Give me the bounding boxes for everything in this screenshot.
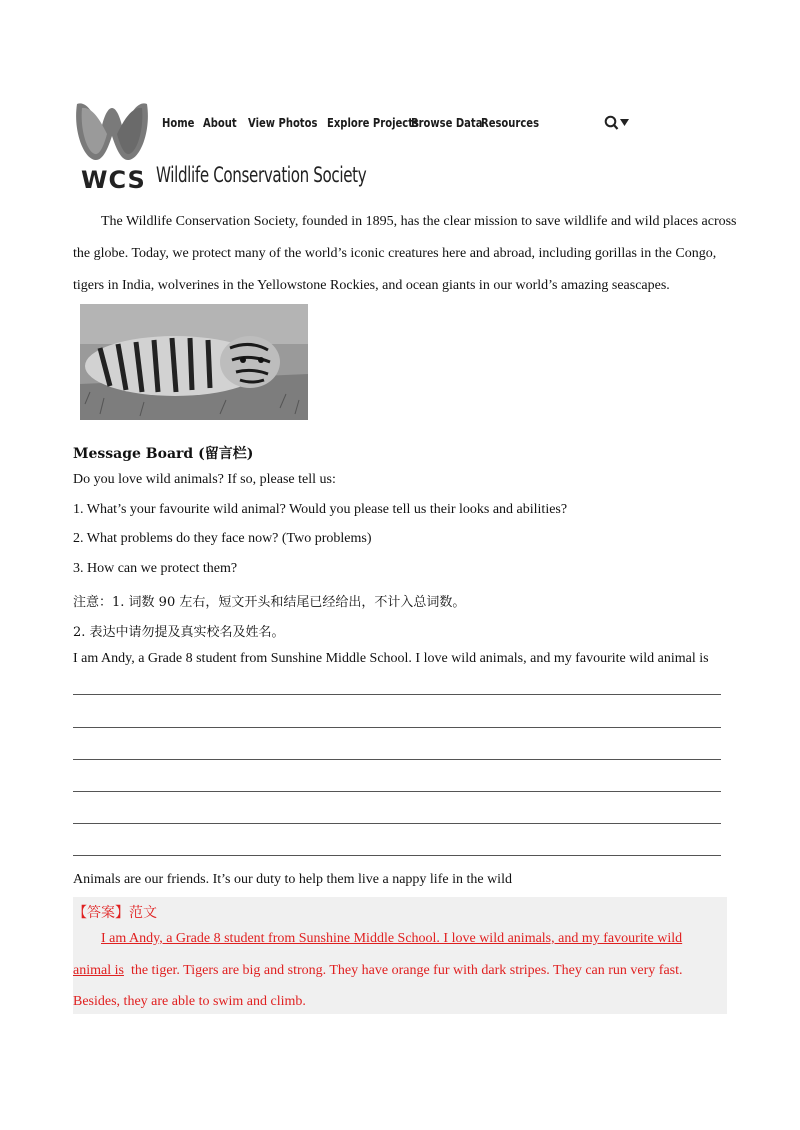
writing-line-4[interactable]: [73, 791, 721, 792]
writing-line-6[interactable]: [73, 855, 721, 856]
tiger-photo: [80, 304, 308, 420]
nav-view-photos[interactable]: View Photos: [248, 115, 318, 130]
nav-home[interactable]: Home: [162, 115, 195, 130]
wcs-logo-text: WCS: [81, 166, 146, 194]
intro-line-2: the globe. Today, we protect many of the world’s iconic creatures here and abroad, including gorillas in the Congo,: [73, 246, 717, 261]
answer-line-1: I am Andy, a Grade 8 student from Sunshine Middle School. I love wild animals, and my favourite wild: [101, 931, 683, 946]
search-icon[interactable]: [604, 115, 630, 133]
note-2: 2. 表达中请勿提及真实校名及姓名。: [73, 625, 285, 640]
message-board-title: Message Board (留言栏): [73, 446, 254, 462]
note-1: 注意：1. 词数 90 左右，短文开头和结尾已经给出，不计入总词数。: [73, 595, 466, 610]
writing-line-1[interactable]: [73, 694, 721, 695]
writing-line-2[interactable]: [73, 727, 721, 728]
intro-line-3: tigers in India, wolverines in the Yellowstone Rockies, and ocean giants in our world’s amazing seascapes.: [73, 278, 670, 293]
answer-line-2-rest: the tiger. Tigers are big and strong. They have orange fur with dark stripes. They can run very fast.: [123, 963, 683, 978]
question-2: 2. What problems do they face now? (Two problems): [73, 531, 372, 546]
writing-line-3[interactable]: [73, 759, 721, 760]
answer-heading: 【答案】范文: [73, 905, 157, 921]
nav-browse-data[interactable]: Browse Data: [411, 115, 483, 130]
question-3: 3. How can we protect them?: [73, 561, 238, 576]
wcs-logo-mark-icon: [73, 100, 151, 162]
nav-resources[interactable]: Resources: [481, 115, 540, 130]
answer-line-2-underlined: animal is: [73, 963, 124, 978]
search-control[interactable]: [604, 115, 630, 133]
question-1: 1. What’s your favourite wild animal? Would you please tell us their looks and abilities?: [73, 502, 568, 517]
prompt-text: Do you love wild animals? If so, please tell us:: [73, 472, 336, 487]
nav-explore-projects[interactable]: Explore Projects: [327, 115, 419, 130]
essay-opening: I am Andy, a Grade 8 student from Sunshine Middle School. I love wild animals, and my favourite wild animal is: [73, 651, 709, 666]
answer-line-2: [73, 963, 683, 979]
writing-line-5[interactable]: [73, 823, 721, 824]
org-name: Wildlife Conservation Society: [156, 163, 367, 187]
essay-closing: Animals are our friends. It’s our duty to help them live a nappy life in the wild: [73, 872, 512, 887]
nav-about[interactable]: About: [203, 115, 237, 130]
answer-line-3: Besides, they are able to swim and climb.: [73, 994, 306, 1009]
caret-down-icon: [620, 119, 629, 126]
intro-line-1: The Wildlife Conservation Society, founded in 1895, has the clear mission to save wildlife and wild places across: [101, 214, 737, 229]
